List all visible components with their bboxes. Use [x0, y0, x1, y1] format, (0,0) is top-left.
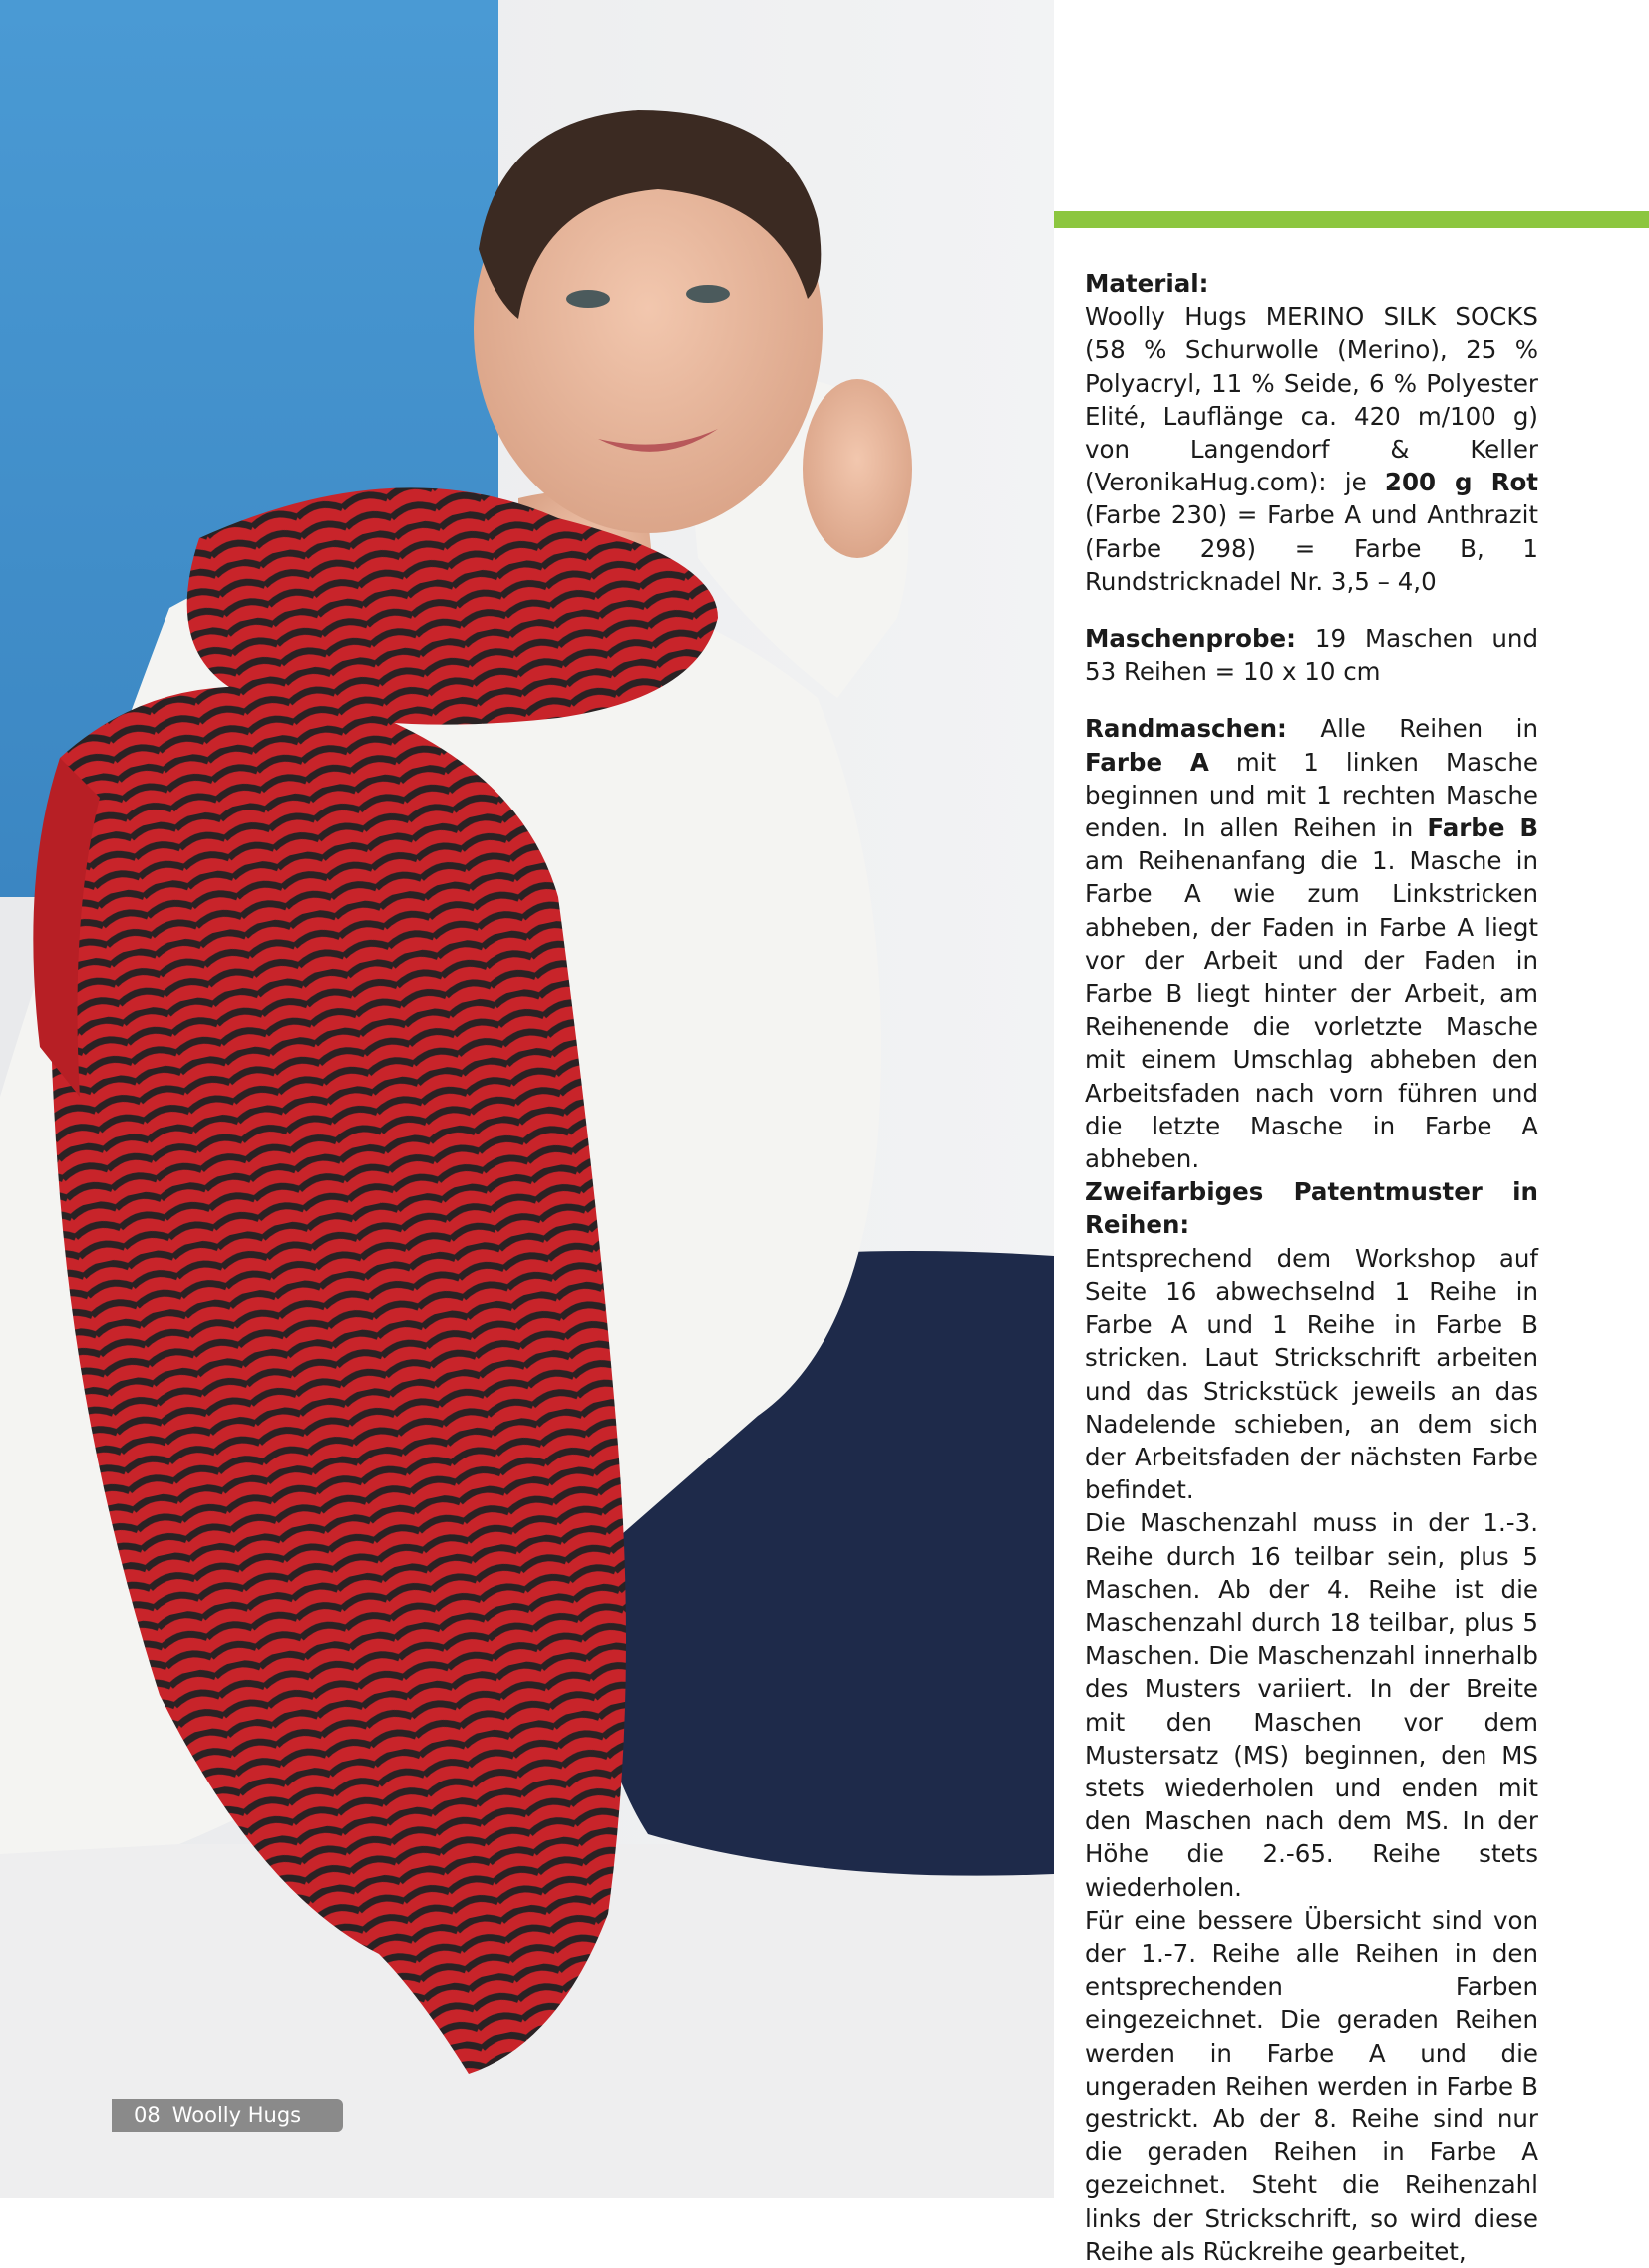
material-paragraph: [1085, 267, 1538, 598]
rand-text-2: mit 1 linken Masche beginnen und mit 1 rechten Masche enden. In allen Reihen in: [1085, 747, 1538, 843]
material-text-2: (Farbe 230) = Farbe A und Anthrazit (Farbe 298) = Farbe B, 1 Rundstricknadel Nr. 3,5 – 4,0: [1085, 500, 1538, 596]
rand-heading: Randmaschen:: [1085, 714, 1287, 744]
page-number: 08: [134, 2104, 161, 2127]
rand-paragraph: [1085, 712, 1538, 1175]
patent-paragraph-1: Entsprechend dem Workshop auf Seite 16 abwechselnd 1 Reihe in Farbe A und 1 Reihe in Farbe B stricken. Laut Strickschrift arbeiten und das Strickstück jeweils an das Nadelende schieben, an dem sich der Arbeitsfaden der nächsten Farbe befindet.: [1085, 1243, 1538, 1505]
footer-brand: Woolly Hugs: [171, 2104, 302, 2127]
probe-heading: Maschenprobe:: [1085, 624, 1296, 654]
material-text: Woolly Hugs MERINO SILK SOCKS (58 % Schurwolle (Merino), 25 % Polyacryl, 11 % Seide, 6 % Polyester Elité, Lauflänge ca. 420 m/100 g) von Langendorf & Keller (VeronikaHug.com): je: [1085, 302, 1538, 497]
patent-heading-paragraph: [1085, 1175, 1538, 1241]
probe-paragraph: [1085, 622, 1538, 688]
page-footer: [112, 2099, 343, 2132]
material-heading: Material:: [1085, 269, 1209, 298]
accent-bar: [1054, 211, 1649, 228]
patent-paragraph-3: Für eine bessere Übersicht sind von der 1.-7. Reihe alle Reihen in den entsprechenden Farben eingezeichnet. Die geraden Reihen werden in Farbe A und die ungeraden Reihen werden in Farbe B gestrickt. Ab der 8. Reihe sind nur die geraden Reihen in Farbe A gezeichnet. Steht die Reihenzahl links der Strickschrift, so wird diese Reihe als Rückreihe gearbeitet,: [1085, 1905, 1538, 2266]
probe-text: 19 Maschen und 53 Reihen = 10 x 10 cm: [1085, 624, 1538, 687]
instructions-column: [1085, 267, 1538, 2268]
rand-text-3: am Reihenanfang die 1. Masche in Farbe A wie zum Linkstricken abheben, der Faden in Farbe A liegt vor der Arbeit und der Faden in Farbe B liegt hinter der Arbeit, am Reihenende die vorletzte Masche mit einem Umschlag abheben den Arbeitsfaden nach vorn führen und die letzte Masche in Farbe A abheben.: [1085, 846, 1538, 1174]
patent-heading: Zweifarbiges Patentmuster in Reihen:: [1085, 1177, 1538, 1240]
material-bold: 200 g Rot: [1384, 468, 1538, 497]
rand-farbe-a: Farbe A: [1085, 747, 1209, 777]
patent-paragraph-2: Die Maschenzahl muss in der 1.-3. Reihe durch 16 teilbar sein, plus 5 Maschen. Ab der 4. Reihe ist die Maschenzahl durch 18 teilbar, plus 5 Maschen. Die Maschenzahl innerhalb des Musters variiert. In der Breite mit den Maschen vor dem Mustersatz (MS) beginnen, den MS stets wiederholen und enden mit den Maschen nach dem MS. In der Höhe die 2.-65. Reihe stets wiederholen.: [1085, 1508, 1538, 1902]
rand-farbe-b: Farbe B: [1427, 813, 1538, 843]
rand-text-1: Alle Reihen in: [1286, 714, 1538, 744]
